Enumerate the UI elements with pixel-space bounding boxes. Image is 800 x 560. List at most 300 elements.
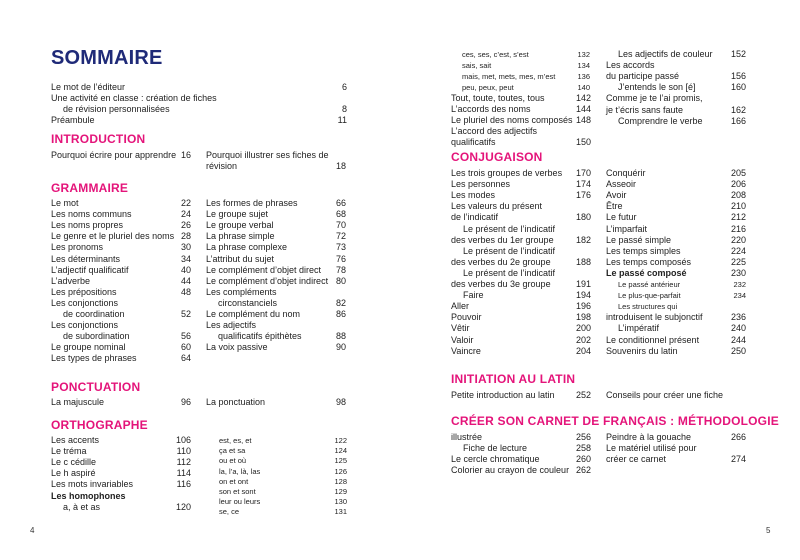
toc-entry-title: Le complément d’objet indirect — [206, 275, 329, 286]
toc-entry-title: Tout, toute, toutes, tous — [451, 93, 545, 103]
toc-entry — [462, 82, 590, 93]
toc-entry — [606, 432, 746, 443]
toc-entry-page: 166 — [730, 115, 746, 126]
toc-entry-title: de coordination — [63, 309, 125, 319]
toc-entry-page: 76 — [335, 253, 346, 264]
toc-entry — [606, 212, 746, 223]
toc-entry-title: Le passé composé — [606, 267, 687, 278]
toc-entry-page: 44 — [180, 275, 191, 286]
section-methodologie: CRÉER SON CARNET DE FRANÇAIS : MÉTHODOLOGIE — [451, 414, 779, 428]
toc-entry-page: 148 — [575, 115, 591, 126]
toc-entry-title: Les noms propres — [51, 220, 124, 231]
toc-entry — [451, 126, 591, 137]
toc-entry-title: Le h aspiré — [51, 468, 96, 479]
toc-entry-page: 130 — [334, 497, 347, 507]
page-title: SOMMAIRE — [51, 47, 163, 69]
toc-entry-page: 256 — [575, 432, 591, 442]
toc-entry-title: Le conditionnel présent — [606, 334, 700, 345]
toc-entry-title: Le complément d’objet direct — [206, 264, 322, 275]
toc-entry-page: 60 — [180, 342, 191, 353]
toc-entry-page: 106 — [175, 435, 191, 445]
toc-entry-page: 236 — [730, 312, 746, 323]
toc-entry-title: Le présent de l’indicatif — [463, 223, 556, 234]
toc-entry — [206, 220, 346, 231]
toc-entry — [451, 301, 591, 312]
toc-entry — [51, 320, 191, 331]
toc-entry-title: L’imparfait — [606, 223, 648, 234]
toc-entry-title: Les déterminants — [51, 253, 121, 264]
toc-entry — [451, 179, 591, 190]
toc-entry — [462, 71, 590, 82]
toc-entry — [606, 246, 746, 257]
toc-entry-page: 52 — [180, 309, 191, 319]
toc-entry-title: mais, met, mets, mes, m’est — [462, 72, 556, 82]
toc-entry-page: 125 — [334, 456, 347, 466]
toc-entry-title: ou et où — [219, 456, 247, 466]
toc-entry — [451, 290, 591, 301]
toc-entry-title: Le présent de l’indicatif — [463, 245, 556, 256]
toc-entry — [606, 224, 746, 235]
toc-entry — [451, 390, 591, 401]
section-orthographe: ORTHOGRAPHE — [51, 418, 148, 432]
toc-entry-title: Les adjectifs de couleur — [618, 49, 713, 59]
toc-entry-title: Pouvoir — [451, 312, 482, 323]
toc-entry — [606, 279, 746, 290]
toc-entry — [606, 346, 746, 357]
toc-entry-page: 88 — [335, 331, 346, 342]
toc-entry — [451, 190, 591, 201]
toc-entry-page: 204 — [575, 345, 591, 356]
toc-entry-title: Les compléments — [206, 286, 277, 297]
toc-entry — [206, 150, 346, 161]
toc-entry-title: Les noms communs — [51, 209, 132, 220]
toc-entry-page: 73 — [335, 242, 346, 253]
toc-entry-title: Le mot — [51, 198, 79, 208]
toc-entry-title: La voix passive — [206, 342, 268, 353]
toc-entry — [206, 397, 346, 408]
toc-entry-title: la, l’a, là, las — [219, 466, 261, 476]
toc-entry-page: 252 — [575, 390, 591, 400]
toc-entry-title: peu, peux, peut — [462, 83, 514, 93]
toc-entry — [606, 71, 746, 82]
toc-entry-page: 30 — [180, 242, 191, 253]
toc-entry — [606, 454, 746, 465]
toc-entry-title: Les valeurs du présent — [451, 201, 543, 212]
toc-entry-page: 250 — [730, 345, 746, 356]
toc-entry-title: Le plus-que-parfait — [618, 291, 681, 301]
toc-entry-title: des verbes du 1er groupe — [451, 234, 554, 245]
toc-entry — [606, 116, 746, 127]
toc-entry — [451, 137, 591, 148]
toc-entry-page: 8 — [341, 104, 347, 114]
toc-entry-title: Vêtir — [451, 323, 470, 334]
toc-entry-title: Le matériel utilisé pour — [606, 443, 697, 454]
toc-entry-title: Le genre et le pluriel des noms — [51, 231, 175, 242]
toc-entry — [206, 161, 346, 172]
toc-entry-page: 70 — [335, 220, 346, 231]
toc-entry-title: Une activité en classe : création de fiches — [51, 93, 217, 103]
toc-entry — [51, 82, 347, 93]
toc-entry-title: Le groupe nominal — [51, 342, 126, 353]
toc-entry-title: Aller — [451, 301, 470, 312]
toc-entry — [51, 242, 191, 253]
toc-entry — [51, 446, 191, 457]
toc-entry-title: Le complément du nom — [206, 309, 301, 319]
toc-entry-page: 34 — [180, 253, 191, 264]
toc-entry-title: qualificatifs épithètes — [218, 331, 302, 342]
toc-entry — [451, 443, 591, 454]
toc-entry-page: 124 — [334, 446, 347, 456]
toc-entry-title: ces, ses, c’est, s’est — [462, 50, 529, 59]
toc-entry-title: Les accents — [51, 435, 100, 445]
toc-entry — [606, 268, 746, 279]
toc-entry-title: Préambule — [51, 115, 95, 125]
toc-entry — [606, 235, 746, 246]
toc-entry — [51, 220, 191, 231]
toc-entry-title: je t’écris sans faute — [606, 104, 684, 115]
toc-entry — [51, 265, 191, 276]
toc-entry-page: 140 — [577, 83, 590, 93]
toc-entry — [51, 353, 191, 364]
toc-entry — [206, 242, 346, 253]
toc-entry-page: 136 — [577, 72, 590, 82]
toc-entry — [51, 331, 191, 342]
toc-entry — [51, 468, 191, 479]
toc-entry-page: 162 — [730, 104, 746, 115]
toc-entry-title: Les formes de phrases — [206, 198, 298, 208]
toc-entry-page: 18 — [335, 161, 346, 171]
toc-entry — [462, 60, 590, 71]
toc-entry-page: 258 — [575, 443, 591, 454]
toc-entry-page: 131 — [334, 507, 347, 517]
toc-entry-title: Petite introduction au latin — [451, 390, 555, 400]
toc-entry-title: Le mot de l’éditeur — [51, 82, 126, 92]
toc-entry — [206, 265, 346, 276]
toc-entry — [451, 168, 591, 179]
toc-entry-title: La ponctuation — [206, 397, 266, 407]
toc-entry-page: 80 — [335, 275, 346, 286]
toc-entry-page: 40 — [180, 264, 191, 275]
toc-entry-page: 126 — [334, 466, 347, 476]
toc-entry-title: Vaincre — [451, 345, 481, 356]
toc-entry-title: Conseils pour créer une fiche — [606, 390, 724, 400]
toc-entry-title: Les structures qui — [618, 302, 678, 312]
toc-entry — [51, 342, 191, 353]
toc-entry-title: leur ou leurs — [219, 497, 261, 507]
toc-entry-title: introduisent le subjonctif — [606, 312, 703, 323]
toc-entry — [51, 150, 191, 161]
toc-entry-title: Pourquoi illustrer ses fiches de — [206, 150, 329, 160]
toc-entry-title: L’adverbe — [51, 275, 91, 286]
toc-entry — [51, 287, 191, 298]
section-latin: INITIATION AU LATIN — [451, 372, 576, 386]
toc-entry — [451, 235, 591, 246]
toc-entry-page: 86 — [335, 309, 346, 319]
section-conjugaison: CONJUGAISON — [451, 150, 543, 164]
toc-entry-page: 225 — [730, 256, 746, 267]
toc-entry — [451, 268, 591, 279]
toc-entry-title: Comprendre le verbe — [618, 115, 703, 126]
toc-entry-title: Le tréma — [51, 446, 87, 457]
toc-entry — [206, 198, 346, 209]
toc-entry — [606, 168, 746, 179]
toc-entry-title: Les homophones — [51, 490, 126, 501]
toc-entry-page: 230 — [730, 267, 746, 278]
toc-entry-page: 262 — [575, 465, 591, 476]
toc-entry-page: 129 — [334, 487, 347, 496]
toc-entry-title: Valoir — [451, 334, 474, 345]
toc-entry-title: Les conjonctions — [51, 297, 119, 308]
toc-entry — [606, 190, 746, 201]
toc-entry — [606, 201, 746, 212]
toc-entry-title: Peindre à la gouache — [606, 432, 692, 442]
section-grammaire: GRAMMAIRE — [51, 181, 129, 195]
toc-entry-title: Fiche de lecture — [463, 443, 528, 454]
toc-entry-page: 180 — [575, 212, 591, 223]
toc-entry-page: 132 — [577, 50, 590, 59]
toc-entry — [451, 432, 591, 443]
toc-entry-page: 244 — [730, 334, 746, 345]
toc-entry-title: Colorier au crayon de couleur — [451, 465, 570, 476]
toc-entry — [606, 335, 746, 346]
toc-entry-title: Les temps simples — [606, 245, 681, 256]
toc-entry-page: 260 — [575, 454, 591, 465]
toc-entry — [451, 212, 591, 223]
toc-entry-title: son et sont — [219, 487, 256, 496]
toc-entry-page: 64 — [180, 353, 191, 364]
toc-entry — [206, 298, 346, 309]
toc-entry-title: Asseoir — [606, 179, 637, 190]
toc-entry-title: Le cercle chromatique — [451, 454, 540, 465]
toc-entry — [51, 231, 191, 242]
toc-entry — [51, 479, 191, 490]
toc-entry — [462, 49, 590, 60]
page-number-right: 5 — [766, 526, 771, 535]
toc-entry-page: 205 — [730, 168, 746, 178]
toc-entry-title: sais, sait — [462, 61, 492, 71]
toc-entry-page: 182 — [575, 234, 591, 245]
toc-entry-title: est, es, et — [219, 436, 252, 445]
toc-entry-title: des verbes du 2e groupe — [451, 256, 551, 267]
toc-entry-page: 191 — [575, 279, 591, 289]
toc-entry — [606, 257, 746, 268]
toc-entry — [51, 115, 347, 126]
toc-entry-page: 266 — [730, 432, 746, 442]
toc-entry — [51, 397, 191, 408]
toc-entry-page: 120 — [175, 501, 191, 512]
toc-entry-page: 274 — [730, 454, 746, 465]
toc-entry — [606, 105, 746, 116]
toc-entry — [451, 335, 591, 346]
toc-entry-title: Souvenirs du latin — [606, 345, 678, 356]
toc-entry — [51, 276, 191, 287]
toc-entry-page: 234 — [733, 291, 746, 301]
toc-entry-page: 174 — [575, 179, 591, 190]
section-ponctuation: PONCTUATION — [51, 380, 141, 394]
page-number-left: 4 — [30, 526, 35, 535]
toc-entry-title: Les temps composés — [606, 256, 692, 267]
toc-entry — [606, 323, 746, 334]
toc-entry — [51, 198, 191, 209]
toc-entry — [451, 257, 591, 268]
toc-entry-title: L’accord des adjectifs — [451, 126, 538, 137]
toc-entry-page: 240 — [730, 323, 746, 334]
toc-entry-title: Pourquoi écrire pour apprendre — [51, 150, 177, 160]
toc-entry — [51, 209, 191, 220]
toc-entry-page: 82 — [335, 297, 346, 308]
toc-entry-title: Le groupe sujet — [206, 209, 269, 220]
toc-entry-page: 152 — [730, 49, 746, 59]
toc-entry — [451, 454, 591, 465]
toc-entry-page: 128 — [334, 476, 347, 486]
toc-entry-title: L’accords des noms — [451, 104, 531, 115]
toc-entry — [606, 93, 746, 104]
toc-entry-title: L’attribut du sujet — [206, 253, 275, 264]
toc-entry-page: 78 — [335, 264, 346, 275]
toc-entry-page: 194 — [575, 290, 591, 301]
toc-entry — [606, 290, 746, 301]
toc-entry-title: L’adjectif qualificatif — [51, 264, 129, 275]
toc-entry-page: 114 — [176, 468, 191, 479]
toc-entry-page: 110 — [176, 446, 191, 457]
toc-entry — [51, 298, 191, 309]
toc-entry — [606, 82, 746, 93]
toc-entry-page: 210 — [730, 201, 746, 212]
toc-entry-page: 224 — [730, 245, 746, 256]
toc-entry-title: Avoir — [606, 190, 627, 201]
toc-entry-page: 112 — [176, 457, 191, 468]
toc-entry-page: 200 — [575, 323, 591, 334]
toc-entry — [51, 254, 191, 265]
toc-entry — [51, 491, 191, 502]
toc-entry-title: Être — [606, 201, 623, 212]
toc-entry — [51, 502, 191, 513]
toc-entry-page: 220 — [730, 234, 746, 245]
toc-entry — [206, 276, 346, 287]
toc-entry-title: de subordination — [63, 331, 130, 342]
toc-entry-page: 122 — [334, 436, 347, 445]
toc-entry-page: 206 — [730, 179, 746, 190]
toc-entry-page: 156 — [730, 71, 746, 82]
toc-entry-title: Le groupe verbal — [206, 220, 274, 231]
toc-entry — [451, 115, 591, 126]
toc-entry-title: qualificatifs — [451, 137, 496, 148]
toc-entry — [51, 93, 221, 104]
toc-entry-title: La majuscule — [51, 397, 105, 407]
toc-entry-page: 150 — [575, 137, 591, 148]
toc-entry-page: 56 — [180, 331, 191, 342]
toc-entry-title: a, à et as — [63, 501, 101, 512]
toc-entry — [451, 465, 591, 476]
toc-entry-title: révision — [206, 161, 238, 171]
toc-entry-page: 144 — [575, 104, 591, 115]
toc-entry-title: circonstanciels — [218, 297, 278, 308]
toc-entry — [606, 443, 746, 454]
toc-entry-page: 232 — [733, 280, 746, 289]
toc-entry — [451, 312, 591, 323]
toc-entry-page: 216 — [730, 223, 746, 234]
toc-entry — [451, 224, 591, 235]
toc-entry — [206, 254, 346, 265]
toc-entry — [606, 301, 746, 312]
toc-entry-page: 208 — [730, 190, 746, 201]
toc-entry-page: 196 — [575, 301, 591, 312]
toc-entry-page: 28 — [180, 231, 191, 242]
toc-entry-title: illustrée — [451, 432, 483, 442]
toc-entry-page: 72 — [335, 231, 346, 242]
toc-entry — [451, 246, 591, 257]
toc-entry — [451, 346, 591, 357]
toc-entry — [206, 231, 346, 242]
toc-entry-title: Les mots invariables — [51, 479, 134, 490]
toc-entry-page: 202 — [575, 334, 591, 345]
toc-entry-page: 66 — [335, 198, 346, 208]
toc-entry-page: 16 — [180, 150, 191, 160]
toc-entry-page: 68 — [335, 209, 346, 220]
toc-entry-page: 188 — [575, 256, 591, 267]
toc-entry-page: 26 — [180, 220, 191, 231]
toc-entry-title: Le futur — [606, 212, 637, 223]
section-introduction: INTRODUCTION — [51, 132, 146, 146]
toc-entry — [206, 342, 346, 353]
toc-entry-page: 176 — [575, 190, 591, 201]
toc-entry — [606, 179, 746, 190]
toc-entry-page: 170 — [575, 168, 591, 178]
toc-entry — [206, 331, 346, 342]
toc-entry-title: Les accords — [606, 60, 655, 71]
toc-entry-title: Les pronoms — [51, 242, 104, 253]
toc-entry — [606, 60, 746, 71]
toc-entry-page: 90 — [335, 342, 346, 353]
toc-entry — [451, 104, 591, 115]
toc-entry-title: Comme je te l’ai promis, — [606, 93, 703, 104]
toc-entry — [51, 457, 191, 468]
toc-entry — [606, 49, 746, 60]
toc-entry-page: 212 — [730, 212, 746, 223]
toc-entry-title: se, ce — [219, 507, 240, 517]
toc-entry-page: 142 — [575, 93, 591, 103]
toc-entry-title: du participe passé — [606, 71, 680, 82]
toc-entry-page: 22 — [180, 198, 191, 208]
toc-entry-page: 48 — [180, 286, 191, 297]
toc-entry — [451, 93, 591, 104]
toc-entry — [206, 309, 346, 320]
toc-entry — [606, 312, 746, 323]
toc-entry-title: La phrase simple — [206, 231, 275, 242]
toc-entry-page: 160 — [730, 82, 746, 93]
toc-entry-title: de révision personnalisées — [63, 104, 170, 114]
toc-entry-title: on et ont — [219, 476, 249, 486]
toc-entry-page: 98 — [335, 397, 346, 407]
toc-entry-title: L’impératif — [618, 323, 660, 334]
toc-entry-page: 6 — [341, 82, 347, 92]
toc-entry — [206, 287, 346, 298]
toc-entry-page: 11 — [337, 115, 347, 125]
toc-entry — [206, 320, 346, 331]
toc-entry-title: Faire — [463, 290, 484, 301]
toc-entry-title: Le c cédille — [51, 457, 97, 468]
toc-entry-title: Les prépositions — [51, 286, 117, 297]
toc-entry — [606, 390, 746, 401]
toc-entry — [451, 279, 591, 290]
toc-entry-title: des verbes du 3e groupe — [451, 279, 551, 289]
toc-entry-page: 24 — [180, 209, 191, 220]
toc-entry-title: Le passé antérieur — [618, 280, 681, 289]
toc-entry-title: Les types de phrases — [51, 353, 137, 364]
toc-entry-title: J’entends le son [é] — [618, 82, 696, 93]
toc-entry-page: 198 — [575, 312, 591, 323]
toc-entry-title: Conquérir — [606, 168, 646, 178]
